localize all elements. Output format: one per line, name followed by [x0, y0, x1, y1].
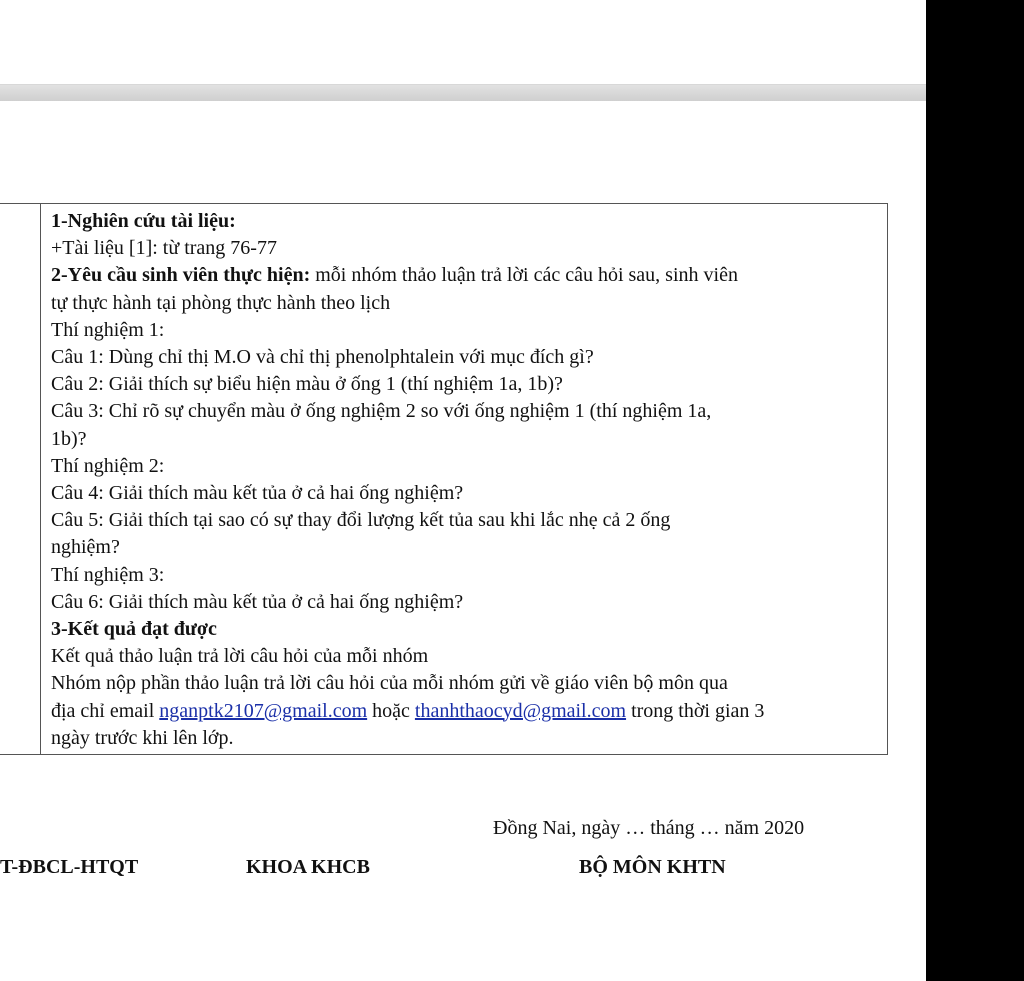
signature-khoa: KHOA KHCB: [246, 856, 370, 878]
heading-requirements: 2-Yêu cầu sinh viên thực hiện:: [51, 264, 311, 287]
page-divider: [0, 84, 926, 101]
experiment-2-label: Thí nghiệm 2:: [51, 454, 165, 477]
email-link-2[interactable]: thanhthaocyd@gmail.com: [414, 699, 627, 722]
result-line-4: ngày trước khi lên lớp.: [51, 726, 234, 749]
experiment-3-label: Thí nghiệm 3:: [51, 563, 165, 586]
experiment-1-label: Thí nghiệm 1:: [51, 318, 165, 341]
question-5: Câu 5: Giải thích tại sao có sự thay đổi lượng kết tủa sau khi lắc nhẹ cả 2 ống: [51, 509, 671, 532]
heading-results: 3-Kết quả đạt được: [51, 618, 217, 641]
line-reference: +Tài liệu [1]: từ trang 76-77: [51, 237, 277, 260]
question-3: Câu 3: Chỉ rõ sự chuyển màu ở ống nghiệm 2 so với ống nghiệm 1 (thí nghiệm 1a,: [51, 400, 712, 423]
heading-research: 1-Nghiên cứu tài liệu:: [51, 210, 236, 232]
email-separator: hoặc: [367, 699, 415, 722]
question-4: Câu 4: Giải thích màu kết tủa ở cả hai ống nghiệm?: [51, 482, 464, 505]
line-requirements-cont: tự thực hành tại phòng thực hành theo lịch: [51, 291, 391, 314]
requirements-text: mỗi nhóm thảo luận trả lời các câu hỏi sau, sinh viên: [310, 264, 738, 287]
question-6: Câu 6: Giải thích màu kết tủa ở cả hai ống nghiệm?: [51, 590, 464, 613]
email-suffix: trong thời gian 3: [626, 699, 765, 722]
result-line-2: Nhóm nộp phần thảo luận trả lời câu hỏi của mỗi nhóm gửi về giáo viên bộ môn qua: [51, 672, 728, 695]
right-black-margin: [926, 0, 1024, 981]
result-line-3: [51, 698, 881, 725]
content-table: [0, 203, 888, 755]
table-left-column: [0, 204, 41, 754]
email-link-1[interactable]: nganptk2107@gmail.com: [159, 699, 368, 722]
line-requirements: [51, 262, 881, 289]
signature-dbcl: T-ĐBCL-HTQT: [0, 856, 139, 878]
question-1: Câu 1: Dùng chỉ thị M.O và chỉ thị phenolphtalein với mục đích gì?: [51, 346, 594, 369]
date-line: Đồng Nai, ngày … tháng … năm 2020: [493, 817, 805, 839]
question-5-cont: nghiệm?: [51, 536, 120, 559]
table-content-cell: [51, 208, 881, 752]
question-3-cont: 1b)?: [51, 427, 87, 450]
email-prefix: địa chỉ email: [51, 699, 160, 722]
result-line-1: Kết quả thảo luận trả lời câu hỏi của mỗi nhóm: [51, 645, 429, 668]
signature-bo-mon: BỘ MÔN KHTN: [579, 856, 726, 878]
question-2: Câu 2: Giải thích sự biểu hiện màu ở ống 1 (thí nghiệm 1a, 1b)?: [51, 373, 563, 396]
